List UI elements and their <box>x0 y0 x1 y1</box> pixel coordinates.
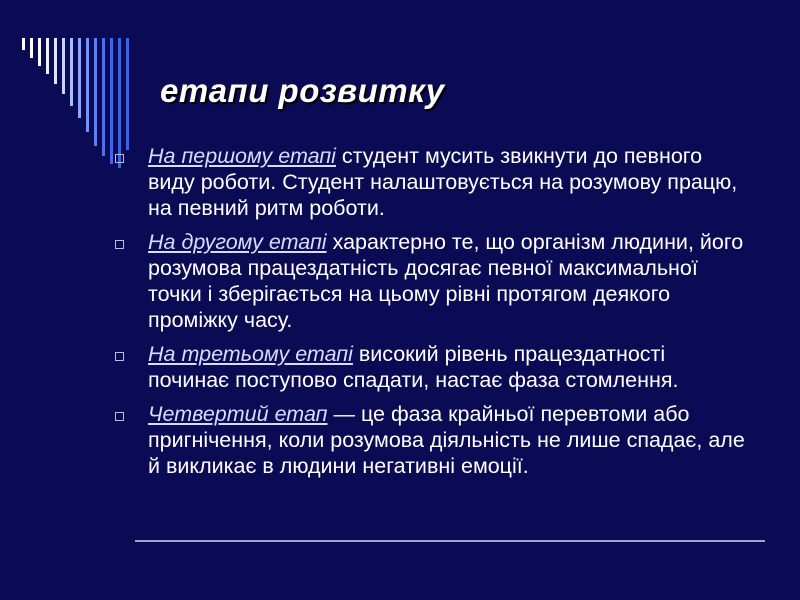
stripe <box>62 38 65 94</box>
stage-term: На третьому етапі <box>148 342 353 366</box>
square-bullet-icon <box>115 240 124 249</box>
stripe <box>126 38 129 150</box>
item-text <box>148 143 752 221</box>
stage-term: На першому етапі <box>148 144 336 168</box>
stripe <box>46 38 49 74</box>
square-bullet-icon <box>115 154 124 163</box>
stage-description: — це фаза крайньої перевтоми або пригнічення, коли розумова діяльність не лише спадає, але й викликає в людини негативні емоції. <box>148 402 745 478</box>
stage-term: На другому етапі <box>148 230 327 254</box>
stage-description: характерно те, що організм людини, його розумова працездатність досягає певної максимальної точки і зберігається на цьому рівні протягом деякого проміжку часу. <box>148 230 744 332</box>
slide-title: етапи розвитку <box>160 72 445 109</box>
stripe <box>78 38 81 118</box>
bullet-list <box>112 143 752 487</box>
list-item <box>112 401 752 479</box>
stage-description: високий рівень працездатності починає поступово спадати, настає фаза стомлення. <box>148 342 679 392</box>
list-item <box>112 143 752 221</box>
list-item <box>112 341 752 393</box>
stripe <box>54 38 57 84</box>
stripe <box>30 38 33 58</box>
square-bullet-icon <box>115 352 124 361</box>
stripe <box>86 38 89 132</box>
stage-term: Четвертий етап <box>148 402 328 426</box>
footer-divider <box>135 540 765 542</box>
item-text <box>148 401 752 479</box>
item-text <box>148 341 752 393</box>
stripe <box>38 38 41 66</box>
stage-description: студент мусить звикнути до певного виду роботи. Студент налаштовується на розумову працю, на певний ритм роботи. <box>148 144 738 220</box>
stripe <box>70 38 73 106</box>
stripe <box>94 38 97 146</box>
square-bullet-icon <box>115 412 124 421</box>
list-item <box>112 229 752 333</box>
item-text <box>148 229 752 333</box>
stripe <box>22 38 25 50</box>
stripe <box>102 38 105 156</box>
